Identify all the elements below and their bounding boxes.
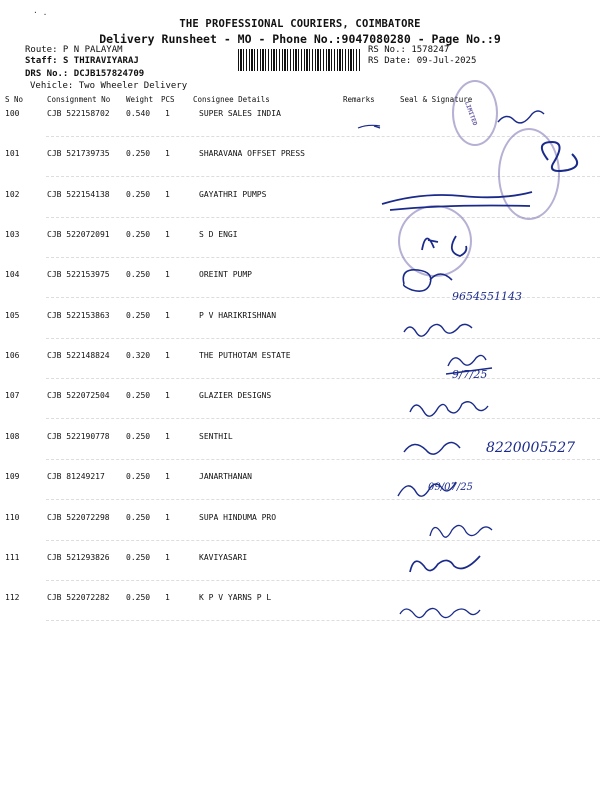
row-consignee: SHARAVANA OFFSET PRESS (199, 149, 305, 158)
row-consignment: CJB 522153975 (47, 270, 110, 279)
rs-date: RS Date: 09-Jul-2025 (368, 56, 477, 66)
runsheet-subtitle: Delivery Runsheet - MO - Phone No.:9047080280 - Page No.:9 (99, 32, 501, 46)
row-pcs: 1 (165, 270, 170, 279)
row-sno: 101 (5, 149, 20, 158)
col-consignee: Consignee Details (193, 95, 270, 104)
signature-row-110 (430, 525, 492, 537)
row-sno: 107 (5, 391, 20, 400)
row-consignment: CJB 522072282 (47, 593, 110, 602)
row-weight: 0.250 (126, 230, 151, 239)
row-sno: 105 (5, 311, 20, 320)
row-weight: 0.250 (126, 311, 151, 320)
signature-row-103 (422, 236, 466, 256)
row-consignment: CJB 522190778 (47, 432, 110, 441)
rs-number: RS No.: 1578247 (368, 45, 450, 55)
col-pcs: PCS (161, 95, 175, 104)
date-handwritten: 09/07/25 (428, 482, 473, 493)
row-weight: 0.250 (126, 391, 151, 400)
row-sno: 106 (5, 351, 20, 360)
row-pcs: 1 (165, 351, 170, 360)
row-weight: 0.250 (126, 149, 151, 158)
row-consignee: THE PUTHOTAM ESTATE (199, 351, 291, 360)
signature-row-112 (400, 608, 480, 617)
phone-handwritten: 9654551143 (452, 290, 522, 303)
row-pcs: 1 (165, 593, 170, 602)
vehicle-label: Vehicle: Two Wheeler Delivery (30, 81, 188, 91)
row-consignment: CJB 522072091 (47, 230, 110, 239)
row-sno: 103 (5, 230, 20, 239)
row-weight: 0.250 (126, 270, 151, 279)
date-handwritten: 9/7/25 (452, 368, 488, 381)
row-sno: 108 (5, 432, 20, 441)
row-consignment: CJB 521293826 (47, 553, 110, 562)
row-weight: 0.250 (126, 593, 151, 602)
company-title: THE PROFESSIONAL COURIERS, COIMBATORE (179, 18, 421, 30)
signature-row-100 (498, 111, 544, 123)
row-consignment: CJB 522148824 (47, 351, 110, 360)
row-pcs: 1 (165, 553, 170, 562)
row-consignee: SUPER SALES INDIA (199, 109, 281, 118)
row-pcs: 1 (165, 149, 170, 158)
seal-text: LIMITED (463, 100, 479, 127)
signature-row-111 (410, 556, 480, 572)
row-weight: 0.320 (126, 351, 151, 360)
row-consignment: CJB 522072504 (47, 391, 110, 400)
row-sno: 110 (5, 513, 20, 522)
row-consignment: CJB 522153863 (47, 311, 110, 320)
row-pcs: 1 (165, 391, 170, 400)
row-sno: 111 (5, 553, 20, 562)
row-weight: 0.250 (126, 472, 151, 481)
staff-label: Staff: (25, 56, 58, 66)
row-consignee: KAVIYASARI (199, 553, 248, 562)
row-pcs: 1 (165, 109, 170, 118)
row-sno: 112 (5, 593, 20, 602)
row-consignee: S D ENGI (199, 230, 238, 239)
phone-handwritten: 8220005527 (486, 440, 576, 456)
col-weight: Weight (126, 95, 154, 104)
row-consignee: SUPA HINDUMA PRO (199, 513, 277, 522)
row-consignment: CJB 522072298 (47, 513, 110, 522)
row-consignee: K P V YARNS P L (199, 593, 272, 602)
signature-row-101 (542, 142, 577, 171)
row-consignee: SENTHIL (199, 432, 233, 441)
row-weight: 0.250 (126, 513, 151, 522)
signature-row-102 (382, 192, 532, 210)
col-sno: S No (5, 95, 24, 104)
row-weight: 0.540 (126, 109, 151, 118)
row-consignee: OREINT PUMP (199, 270, 252, 279)
corner-mark: · . (33, 8, 48, 17)
route-label: Route: P N PALAYAM (25, 45, 123, 55)
col-seal: Seal & Signature (400, 95, 473, 104)
row-consignment: CJB 522154138 (47, 190, 110, 199)
row-consignment: CJB 81249217 (47, 472, 105, 481)
row-weight: 0.250 (126, 190, 151, 199)
row-pcs: 1 (165, 472, 170, 481)
drs-number: DCJB157824709 (73, 69, 145, 79)
drs-label: DRS No.: (25, 69, 69, 79)
remark-scribble (358, 125, 380, 128)
row-sno: 109 (5, 472, 20, 481)
row-pcs: 1 (165, 230, 170, 239)
row-pcs: 1 (165, 432, 170, 441)
staff-name: S THIRAVIYARAJ (62, 56, 139, 66)
row-consignment: CJB 522158702 (47, 109, 110, 118)
signature-row-105 (404, 324, 472, 336)
row-weight: 0.250 (126, 432, 151, 441)
row-pcs: 1 (165, 311, 170, 320)
row-pcs: 1 (165, 190, 170, 199)
col-consignment: Consignment No (47, 95, 111, 104)
row-sno: 104 (5, 270, 20, 279)
row-weight: 0.250 (126, 553, 151, 562)
row-sno: 102 (5, 190, 20, 199)
row-consignee: P V HARIKRISHNAN (199, 311, 277, 320)
signature-row-104 (403, 270, 452, 291)
row-pcs: 1 (165, 513, 170, 522)
col-remarks: Remarks (343, 95, 375, 104)
signature-row-107 (410, 402, 488, 416)
signature-row-108 (404, 442, 460, 454)
row-sno: 100 (5, 109, 20, 118)
row-consignee: GAYATHRI PUMPS (199, 190, 267, 199)
row-consignee: GLAZIER DESIGNS (199, 391, 272, 400)
row-consignee: JANARTHANAN (199, 472, 252, 481)
row-consignment: CJB 521739735 (47, 149, 110, 158)
